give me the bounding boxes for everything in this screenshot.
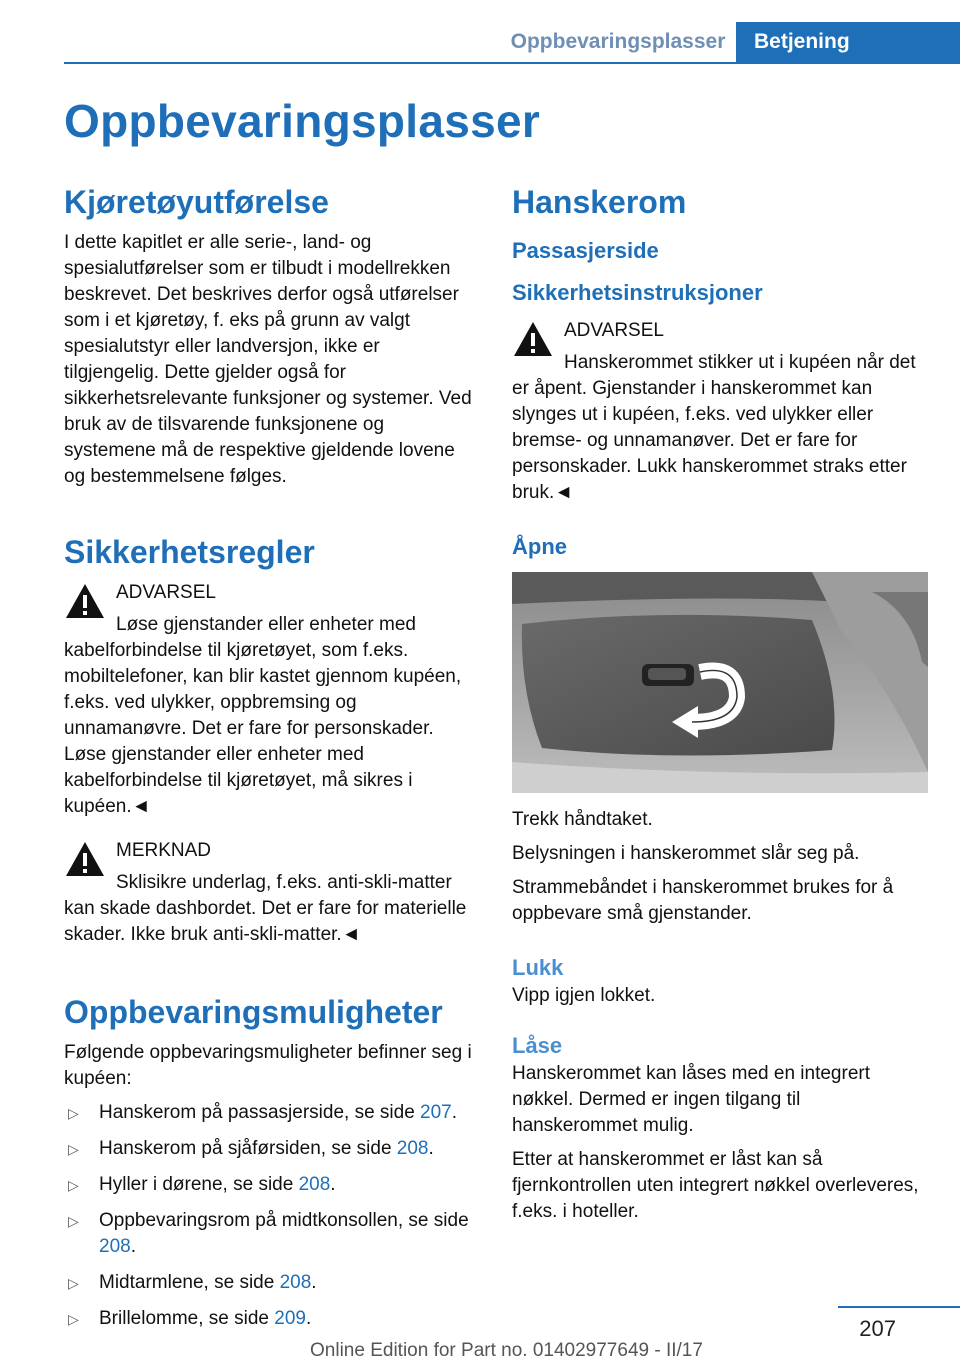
warning-triangle-icon	[64, 582, 106, 620]
subtitle-close: Lukk	[512, 955, 564, 980]
page-link[interactable]: 208	[99, 1236, 131, 1257]
chapter-tab[interactable]: Betjening	[736, 22, 960, 62]
glovebox-illustration	[512, 572, 928, 793]
right-column	[512, 182, 928, 1233]
page-title: Oppbevaringsplasser	[64, 95, 541, 147]
list-item-end: .	[311, 1272, 317, 1293]
list-item-text: Midtarmlene, se side	[99, 1272, 280, 1293]
section-title-safety-rules: Sikkerhetsregler	[64, 534, 315, 570]
list-item-end: .	[428, 1138, 434, 1159]
lock-text-1: Hanskerommet kan låses med en integrert nøkkel. Dermed er ingen tilgang til hanskerommet mulig.	[512, 1063, 870, 1136]
warning-triangle-icon	[512, 320, 554, 358]
list-item-end: .	[305, 1308, 312, 1329]
section-text-storage-options: Følgende oppbevaringsmuligheter befinner seg i kupéen:	[64, 1042, 472, 1089]
section-tab[interactable]: Oppbevaringsplasser	[510, 30, 726, 53]
edition-footer: Online Edition for Part no. 01402977649 - II/17	[310, 1340, 703, 1361]
notice-heading: MERKNAD	[116, 840, 212, 861]
open-step-1: Trekk håndtaket.	[512, 809, 653, 830]
page-link[interactable]: 209	[274, 1308, 306, 1329]
list-item	[64, 1172, 478, 1198]
lock-text-2: Etter at hanskerommet er låst kan så fjernkontrollen uten integrert nøkkel overleveres, f.eks. i hoteller.	[512, 1149, 919, 1222]
subtitle-safety-instructions: Sikkerhetsinstruksjoner	[512, 280, 763, 305]
warning-block	[64, 580, 478, 820]
page-link[interactable]: 208	[298, 1174, 331, 1195]
bullet-arrow-icon: ▷	[68, 1275, 79, 1291]
list-item	[64, 1270, 478, 1296]
section-text-vehicle-version: I dette kapitlet er alle serie-, land- og spesialutførelser som er tilbudt i modellrekken beskrevet. Det beskrives derfor også utførelser som i et kjøretøy, f. eks på grunn av valgt spesialutstyr eller landversjon, ikke er tilgjengelig. Dette gjelder også for sikkerhetsrelevante funksjoner og systemer. Ved bruk av de tilsvarende funksjonene og systemene må de respektive gjeldende lovene og bestemmelsene følges.	[64, 232, 472, 487]
page-link[interactable]: 208	[279, 1272, 312, 1293]
list-item-text: Oppbevaringsrom på midtkonsollen, se side	[99, 1210, 469, 1231]
list-item	[64, 1306, 478, 1332]
open-step-2: Belysningen i hanskerommet slår seg på.	[512, 843, 860, 864]
list-item-text: Brillelomme, se side	[99, 1308, 275, 1329]
storage-options-list	[64, 1100, 478, 1332]
warning-heading: ADVARSEL	[116, 582, 216, 603]
list-item	[64, 1100, 478, 1126]
list-item	[64, 1208, 478, 1260]
list-item-text: Hanskerom på sjåførsiden, se side	[99, 1138, 397, 1159]
left-column	[64, 182, 478, 1342]
warning-block	[512, 318, 928, 506]
warning-heading: ADVARSEL	[564, 320, 664, 341]
list-item-text: Hanskerom på passasjerside, se side	[99, 1102, 421, 1123]
section-title-vehicle-version: Kjøretøyutførelse	[64, 184, 329, 220]
notice-block	[64, 838, 478, 948]
page-link[interactable]: 208	[396, 1138, 429, 1159]
warning-text: Løse gjenstander eller enheter med kabelforbindelse til kjøretøyet, som f.eks. mobiltelefoner, kan blir kastet gjennom kupéen, f.eks. ved ulykker, oppbremsing og unnamanøvre. Det er fare for personskader. Løse gjenstander eller enheter med kabelforbindelse til kjøretøyet, må sikres i kupéen.◄	[64, 614, 462, 817]
bullet-arrow-icon: ▷	[68, 1213, 79, 1229]
footer-rule	[838, 1306, 960, 1308]
list-item-end: .	[130, 1236, 136, 1257]
page-link[interactable]: 207	[420, 1102, 452, 1123]
list-item	[64, 1136, 478, 1162]
close-text: Vipp igjen lokket.	[512, 985, 656, 1006]
list-item-text: Hyller i dørene, se side	[99, 1174, 299, 1195]
open-step-3: Strammebåndet i hanskerommet brukes for å oppbevare små gjenstander.	[512, 877, 894, 924]
bullet-arrow-icon: ▷	[68, 1105, 79, 1121]
subtitle-passenger-side: Passasjerside	[512, 238, 659, 263]
bullet-arrow-icon: ▷	[68, 1141, 79, 1157]
page-number: 207	[859, 1316, 896, 1341]
warning-text: Hanskerommet stikker ut i kupéen når det er åpent. Gjenstander i hanskerommet kan slynges ut i kupéen, f.eks. ved ulykker eller bremse- og unnamanøver. Det er fare for personskader. Lukk hanskerommet straks etter bruk.◄	[512, 352, 916, 503]
section-title-storage-options: Oppbevaringsmuligheter	[64, 994, 443, 1030]
subtitle-open: Åpne	[512, 534, 567, 559]
notice-text: Sklisikre underlag, f.eks. anti-skli-matter kan skade dashbordet. Det er fare for materielle skader. Ikke bruk anti-skli-matter.◄	[64, 872, 467, 945]
list-item-end: .	[451, 1102, 458, 1123]
header-rule	[64, 62, 960, 64]
warning-triangle-icon	[64, 840, 106, 878]
subtitle-lock: Låse	[512, 1033, 563, 1058]
list-item-end: .	[330, 1174, 336, 1195]
bullet-arrow-icon: ▷	[68, 1311, 79, 1327]
bullet-arrow-icon: ▷	[68, 1177, 79, 1193]
section-title-glovebox: Hanskerom	[512, 184, 687, 220]
